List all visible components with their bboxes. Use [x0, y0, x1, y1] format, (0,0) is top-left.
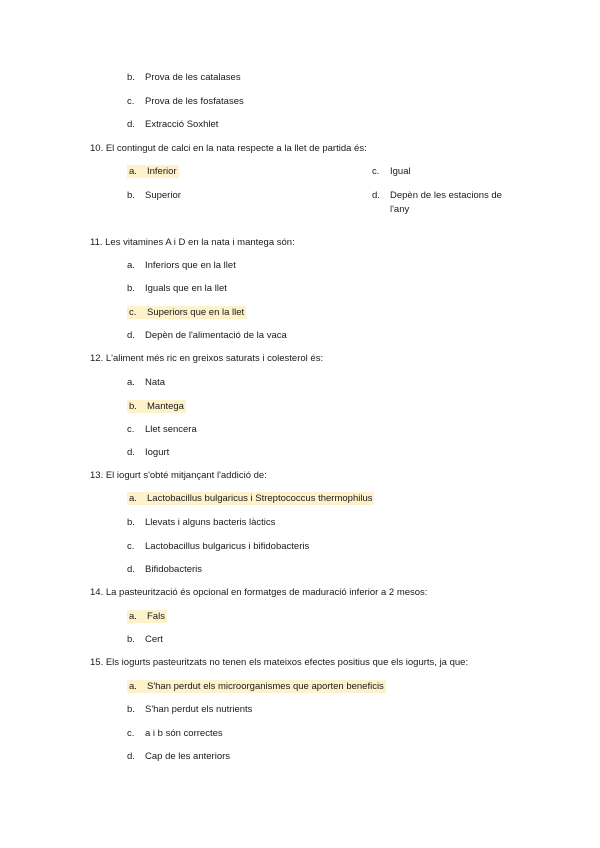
q15-option-a — [127, 681, 386, 693]
option-letter: d. — [372, 190, 380, 201]
q15-option-c — [127, 728, 223, 740]
q11-option-a — [127, 260, 236, 272]
option-text: Inferior — [147, 166, 177, 177]
option-text: Iguals que en la llet — [145, 283, 227, 294]
option-letter: c. — [127, 424, 135, 435]
option-letter: a. — [127, 260, 135, 271]
option-letter: c. — [129, 307, 137, 318]
option-text: Superior — [145, 190, 181, 201]
option-letter: d. — [127, 119, 135, 130]
option-letter: c. — [372, 166, 380, 177]
highlighted-answer — [127, 492, 374, 505]
q14-option-b — [127, 634, 163, 646]
q13-option-d — [127, 564, 202, 576]
option-text: a i b són correctes — [145, 728, 223, 739]
option-text: S'han perdut els nutrients — [145, 704, 253, 715]
option-letter: a. — [127, 377, 135, 388]
option-b — [127, 72, 241, 84]
q10-option-a — [127, 166, 179, 178]
option-text: Nata — [145, 377, 166, 388]
option-letter: d. — [127, 330, 135, 341]
option-text: Prova de les fosfatases — [145, 96, 244, 107]
q10-option-b — [127, 190, 181, 202]
option-letter: c. — [127, 728, 135, 739]
option-letter: b. — [127, 72, 135, 83]
option-letter: b. — [129, 401, 137, 412]
question-12: 12. L'aliment més ric en greixos saturats i colesterol és: — [90, 353, 324, 364]
option-d — [127, 119, 218, 131]
option-text: Superiors que en la llet — [147, 307, 245, 318]
question-14: 14. La pasteurització és opcional en formatges de maduració inferior a 2 mesos: — [90, 587, 428, 598]
q15-option-b — [127, 704, 252, 716]
option-letter: a. — [129, 493, 137, 504]
option-letter: b. — [127, 634, 135, 645]
option-letter: a. — [129, 681, 137, 692]
option-text: Lactobacillus bulgaricus i Streptococcus thermophilus — [147, 493, 373, 504]
option-text: Bifidobacteris — [145, 564, 203, 575]
option-text: Fals — [147, 611, 165, 622]
option-letter: c. — [127, 96, 135, 107]
option-text: Extracció Soxhlet — [145, 119, 219, 130]
q12-option-c — [127, 424, 197, 436]
q14-option-a — [127, 611, 167, 623]
option-text: S'han perdut els microorganismes que aporten beneficis — [147, 681, 384, 692]
option-letter: d. — [127, 564, 135, 575]
q11-option-d — [127, 330, 287, 342]
q10-option-d — [372, 190, 520, 217]
q12-option-d — [127, 447, 169, 459]
q13-option-c — [127, 541, 309, 553]
q11-option-b — [127, 283, 227, 295]
option-letter: b. — [127, 517, 135, 528]
option-c — [127, 96, 244, 108]
option-text: Llet sencera — [145, 424, 197, 435]
option-text: Inferiors que en la llet — [145, 260, 236, 271]
highlighted-answer — [127, 165, 179, 178]
option-letter: a. — [129, 611, 137, 622]
question-11: 11. Les vitamines A i D en la nata i mantega són: — [90, 237, 295, 248]
q12-option-a — [127, 377, 165, 389]
option-text: Lactobacillus bulgaricus i bifidobacteris — [145, 541, 310, 552]
option-letter: a. — [129, 166, 137, 177]
option-letter: d. — [127, 447, 135, 458]
option-text: Llevats i alguns bacteris làctics — [145, 517, 276, 528]
option-text: Depèn de les estacions de l'any — [390, 190, 502, 215]
q13-option-a — [127, 493, 374, 505]
option-text: Cert — [145, 634, 163, 645]
option-letter: b. — [127, 283, 135, 294]
question-13: 13. El iogurt s'obté mitjançant l'addició de: — [90, 470, 267, 481]
option-letter: c. — [127, 541, 135, 552]
option-text: Iogurt — [145, 447, 170, 458]
q10-option-c — [372, 166, 411, 178]
q13-option-b — [127, 517, 275, 529]
option-text: Mantega — [147, 401, 184, 412]
option-letter: b. — [127, 704, 135, 715]
option-letter: d. — [127, 751, 135, 762]
q12-option-b — [127, 401, 186, 413]
highlighted-answer — [127, 400, 186, 413]
option-letter: b. — [127, 190, 135, 201]
option-text: Depèn de l'alimentació de la vaca — [145, 330, 287, 341]
question-10: 10. El contingut de calci en la nata respecte a la llet de partida és: — [90, 143, 367, 154]
option-text: Igual — [390, 166, 411, 177]
highlighted-answer — [127, 610, 167, 623]
option-text: Prova de les catalases — [145, 72, 241, 83]
highlighted-answer — [127, 306, 246, 319]
highlighted-answer — [127, 680, 386, 693]
question-15: 15. Els iogurts pasteuritzats no tenen els mateixos efectes positius que els iogurts, ja que: — [90, 657, 469, 668]
q15-option-d — [127, 751, 230, 763]
option-text: Cap de les anteriors — [145, 751, 231, 762]
q11-option-c — [127, 307, 246, 319]
